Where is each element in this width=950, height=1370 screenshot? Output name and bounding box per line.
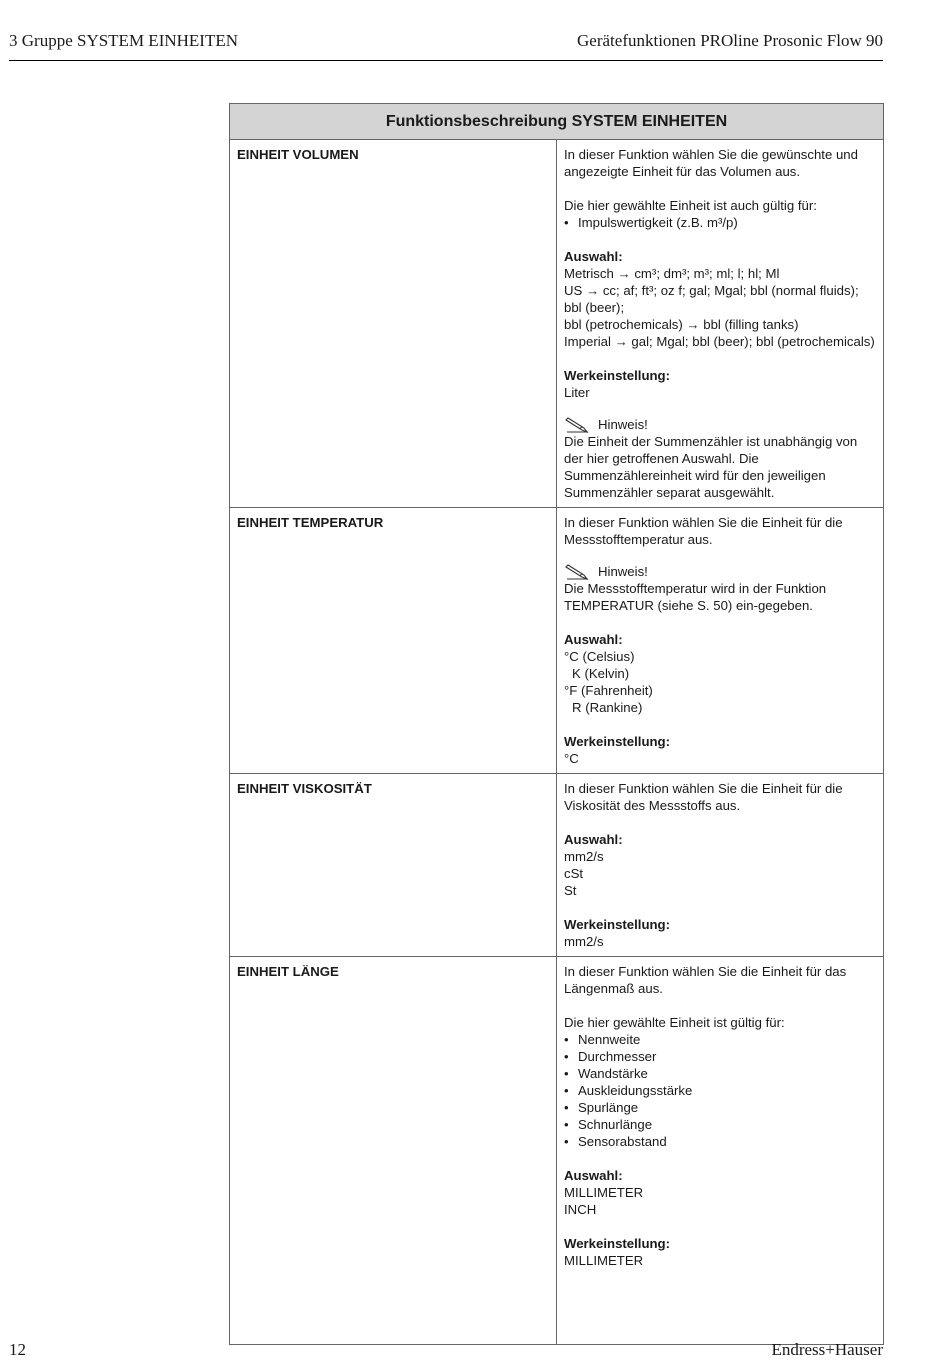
table-row	[230, 140, 884, 508]
option-line: MILLIMETER	[564, 1185, 644, 1200]
valid-for-item: • Durchmesser	[564, 1048, 876, 1065]
valid-for-item: • Impulswertigkeit (z.B. m³/p)	[564, 214, 876, 231]
function-name: EINHEIT TEMPERATUR	[230, 508, 557, 774]
werkeinstellung-value: mm2/s	[564, 934, 604, 949]
brand-logo-text: Endress+Hauser	[771, 1340, 883, 1359]
auswahl-label: Auswahl:	[564, 1168, 623, 1183]
function-description	[557, 508, 884, 774]
function-description	[557, 957, 884, 1345]
option-line: °F (Fahrenheit)	[564, 683, 653, 698]
option-line: Imperial → gal; Mgal; bbl (beer); bbl (petrochemicals)	[564, 334, 875, 349]
werkeinstellung-value: °C	[564, 751, 579, 766]
valid-for-item: • Schnurlänge	[564, 1116, 876, 1133]
option-line: R (Rankine)	[572, 700, 643, 715]
valid-for-heading: Die hier gewählte Einheit ist auch gültig für:	[564, 198, 817, 213]
header-rule	[9, 60, 883, 61]
valid-for-item: • Auskleidungsstärke	[564, 1082, 876, 1099]
option-line: cSt	[564, 866, 584, 881]
option-line: US → cc; af; ft³; oz f; gal; Mgal; bbl (normal fluids); bbl (beer);	[564, 283, 859, 315]
table-row	[230, 508, 884, 774]
auswahl-label: Auswahl:	[564, 632, 623, 647]
description-intro: In dieser Funktion wählen Sie die Einheit für die Messstofftemperatur aus.	[564, 515, 843, 547]
werkeinstellung-label: Werkeinstellung:	[564, 368, 671, 383]
werkeinstellung-value: Liter	[564, 385, 590, 400]
table-row	[230, 774, 884, 957]
function-description	[557, 774, 884, 957]
pencil-note-icon	[564, 564, 590, 580]
auswahl-label: Auswahl:	[564, 832, 623, 847]
option-line: °C (Celsius)	[564, 649, 635, 664]
table-title: Funktionsbeschreibung SYSTEM EINHEITEN	[230, 104, 884, 140]
table-row	[230, 957, 884, 1345]
valid-for-item: • Spurlänge	[564, 1099, 876, 1116]
hinweis-label: Hinweis!	[598, 417, 648, 432]
function-description	[557, 140, 884, 508]
page-header-section: 3 Gruppe SYSTEM EINHEITEN	[9, 31, 238, 50]
function-name: EINHEIT VISKOSITÄT	[230, 774, 557, 957]
option-line: mm2/s	[564, 849, 604, 864]
description-intro: In dieser Funktion wählen Sie die gewünschte und angezeigte Einheit für das Volumen aus.	[564, 147, 858, 179]
description-intro: In dieser Funktion wählen Sie die Einheit für die Viskosität des Messstoffs aus.	[564, 781, 843, 813]
option-line: INCH	[564, 1202, 597, 1217]
function-table	[229, 103, 884, 1345]
valid-for-item: • Wandstärke	[564, 1065, 876, 1082]
option-line: Metrisch → cm³; dm³; m³; ml; l; hl; Ml	[564, 266, 780, 281]
werkeinstellung-label: Werkeinstellung:	[564, 1236, 671, 1251]
werkeinstellung-label: Werkeinstellung:	[564, 917, 671, 932]
function-name: EINHEIT VOLUMEN	[230, 140, 557, 508]
werkeinstellung-label: Werkeinstellung:	[564, 734, 671, 749]
page-number: 12	[9, 1340, 26, 1359]
option-line: K (Kelvin)	[572, 666, 630, 681]
hinweis-text: Die Messstofftemperatur wird in der Funktion TEMPERATUR (siehe S. 50) ein-gegeben.	[564, 581, 827, 613]
valid-for-item: • Nennweite	[564, 1031, 876, 1048]
option-line: St	[564, 883, 577, 898]
pencil-note-icon	[564, 417, 590, 433]
auswahl-label: Auswahl:	[564, 249, 623, 264]
hinweis-text: Die Einheit der Summenzähler ist unabhängig von der hier getroffenen Auswahl. Die Summenzählereinheit wird für den jeweiligen Summenzähler separat ausgewählt.	[564, 434, 858, 500]
page-header-title: Gerätefunktionen PROline Prosonic Flow 90	[577, 31, 883, 50]
option-line: bbl (petrochemicals) → bbl (filling tanks)	[564, 317, 799, 332]
werkeinstellung-value: MILLIMETER	[564, 1253, 644, 1268]
hinweis-label: Hinweis!	[598, 564, 648, 579]
valid-for-item: • Sensorabstand	[564, 1133, 876, 1150]
description-intro: In dieser Funktion wählen Sie die Einheit für das Längenmaß aus.	[564, 964, 847, 996]
function-name: EINHEIT LÄNGE	[230, 957, 557, 1345]
valid-for-heading: Die hier gewählte Einheit ist gültig für:	[564, 1015, 785, 1030]
